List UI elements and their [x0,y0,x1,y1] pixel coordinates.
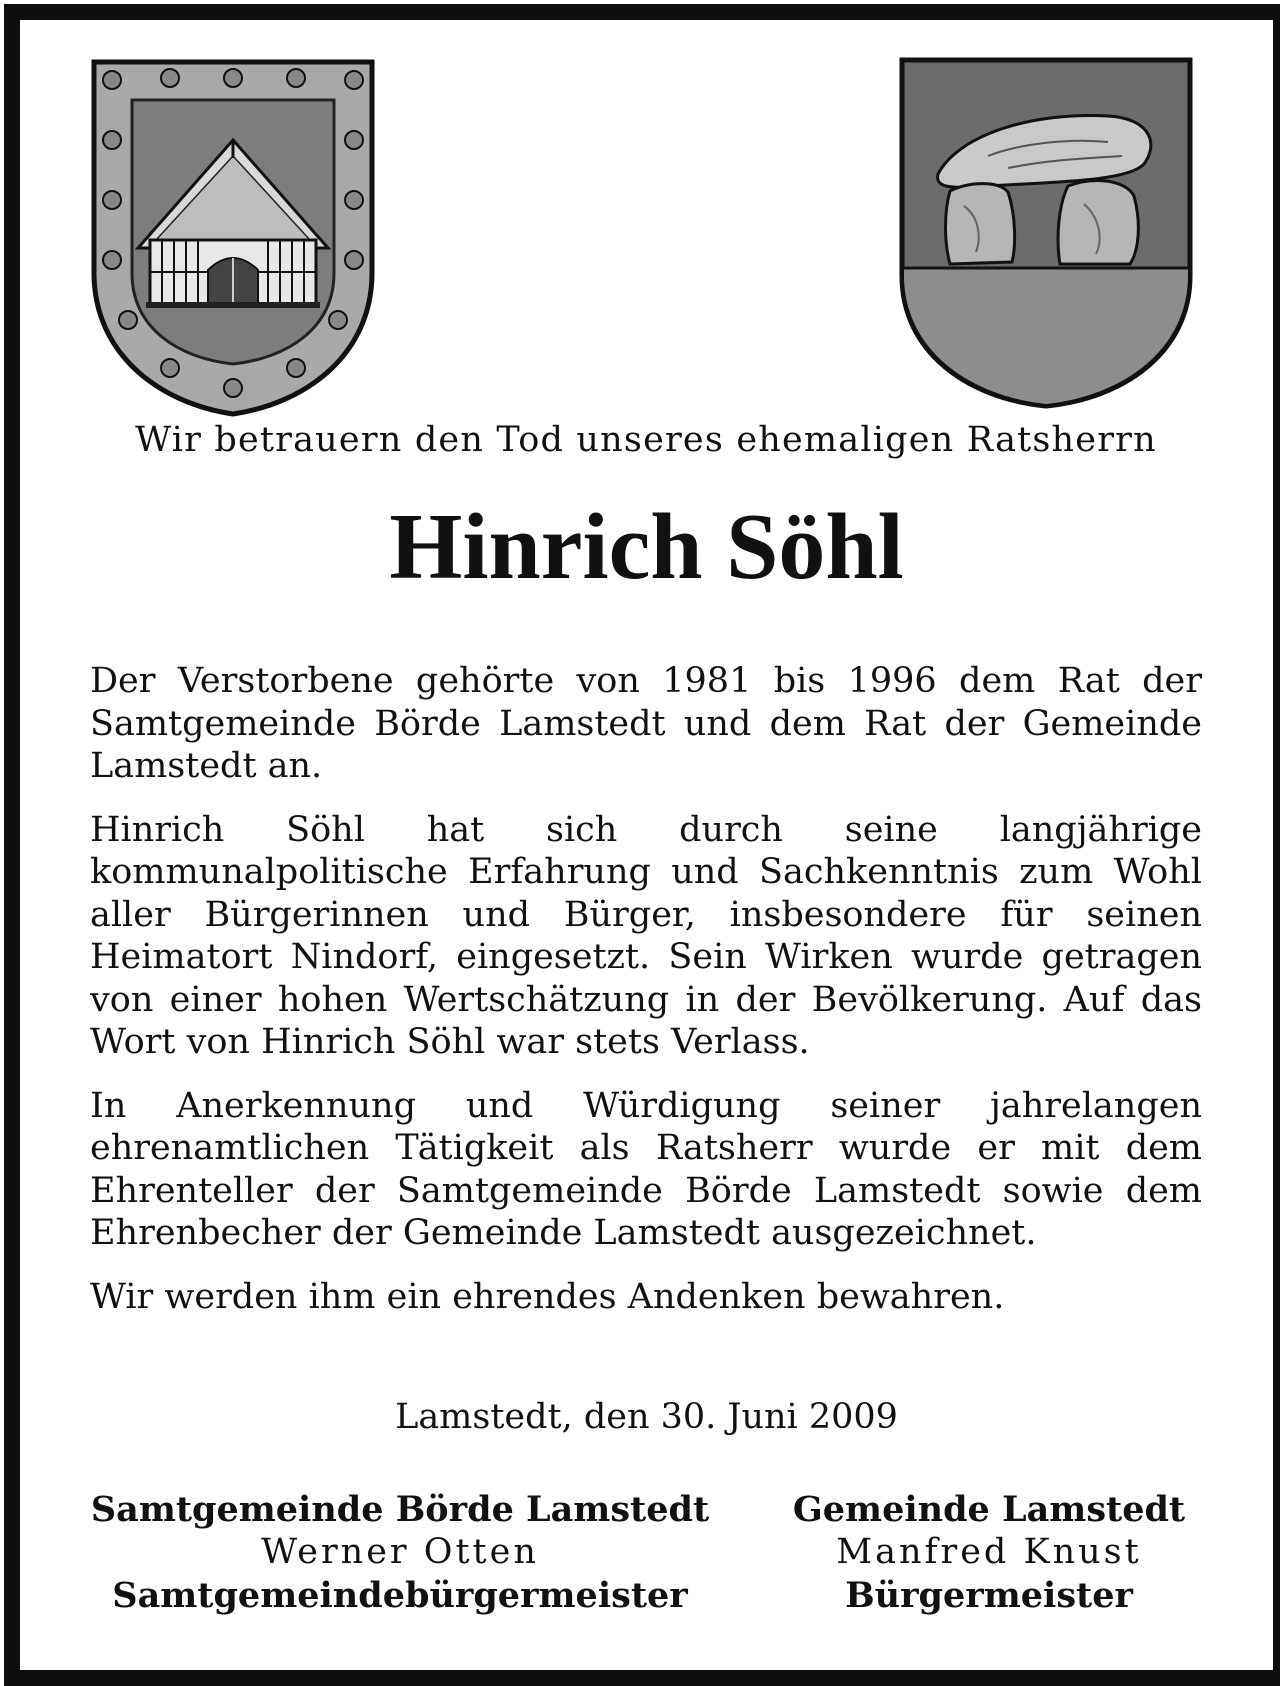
paragraph-membership: Der Verstorbene gehörte von 1981 bis 1996 dem Rat der Samtgemeinde Börde Lamstedt und dem Rat der Gemeinde Lamstedt an. [90,661,1202,786]
signature-person: Manfred Knust [836,1532,1142,1572]
signature-role: Samtgemeindebürgermeister [112,1575,688,1616]
date-line: Lamstedt, den 30. Juni 2009 [395,1397,898,1437]
notice-border [4,4,1280,1686]
paragraph-closing: Wir werden ihm ein ehrendes Andenken bewahren. [90,1276,1005,1317]
deceased-name: Hinrich Söhl [389,495,904,599]
coat-of-arms-farmhouse-icon [88,58,378,418]
signature-samtgemeinde [90,1488,710,1617]
coat-of-arms-dolmen-icon [898,56,1194,410]
signature-role: Bürgermeister [845,1575,1133,1616]
signature-person: Werner Otten [261,1532,539,1572]
signature-org: Gemeinde Lamstedt [792,1489,1186,1530]
paragraph-service: Hinrich Söhl hat sich durch seine langjährige kommunalpolitische Erfahrung und Sachkenntnis zum Wohl aller Bürgerinnen und Bürger, insbesondere für seinen Heimatort Nindorf, eingesetzt. Sein Wirken wurde getragen von einer hohen Wertschätzung in der Bevölkerung. Auf das Wort von Hinrich Söhl war stets Verlass. [90,809,1202,1062]
intro-line: Wir betrauern den Tod unseres ehemaligen Ratsherrn [135,420,1157,460]
notice-body [90,660,1202,1339]
signature-org: Samtgemeinde Börde Lamstedt [90,1489,710,1530]
notice-content [20,20,1273,1670]
paragraph-honors: In Anerkennung und Würdigung seiner jahrelangen ehrenamtlichen Tätigkeit als Ratsherr wurde er mit dem Ehrenteller der Samtgemeinde Börde Lamstedt sowie dem Ehrenbecher der Gemeinde Lamstedt ausgezeichnet. [90,1085,1202,1253]
signature-gemeinde [776,1488,1202,1617]
